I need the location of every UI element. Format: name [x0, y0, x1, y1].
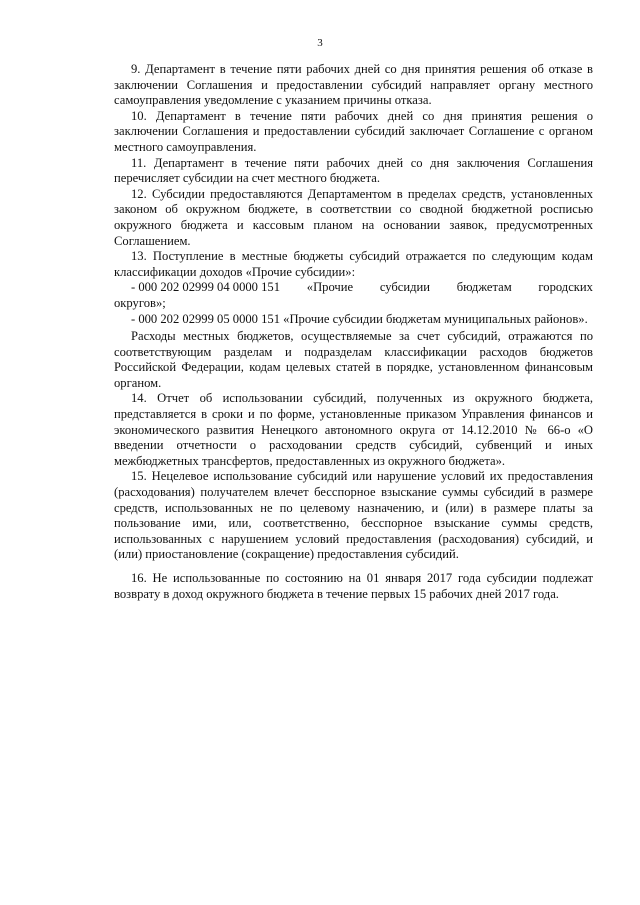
paragraph-13: 13. Поступление в местные бюджеты субсидий отражается по следующим кодам классификации доходов «Прочие субсидии»:	[114, 249, 593, 279]
paragraph-14: 14. Отчет об использовании субсидий, полученных из окружного бюджета, представляется в сроки и по форме, установленные приказом Управления финансов и экономического развития Ненецкого автономного округа от 14.12.2010 № 66-о «О введении отчетности о расходовании средств субсидий, субвенций и иных межбюджетных трансфертов, предоставленных из окружного бюджета».	[114, 391, 593, 468]
paragraph-9: 9. Департамент в течение пяти рабочих дней со дня принятия решения об отказе в заключении Соглашения и предоставлении субсидий направляет органу местного самоуправления уведомление с указанием причины отказа.	[114, 62, 593, 108]
income-code-1-word-3: бюджетам	[456, 280, 512, 295]
income-code-1-word-4: городских	[538, 280, 593, 295]
income-code-1-continuation: округов»;	[114, 295, 166, 310]
paragraph-10: 10. Департамент в течение пяти рабочих дней со дня принятия решения о заключении Соглашения и предоставлении субсидий заключает Соглашение с органом местного самоуправления.	[114, 108, 593, 154]
document-body	[114, 62, 593, 602]
paragraph-16: 16. Не использованные по состоянию на 01 января 2017 года субсидии подлежат возврату в доход окружного бюджета в течение первых 15 рабочих дней 2017 года.	[114, 571, 593, 601]
paragraph-12: 12. Субсидии предоставляются Департаментом в пределах средств, установленных законом об окружном бюджете, в соответствии со сводной бюджетной росписью окружного бюджета и кассовым планом на основании заявок, предусмотренных Соглашением.	[114, 186, 593, 248]
paragraph-15: 15. Нецелевое использование субсидий или нарушение условий их предоставления (расходования) получателем влечет бесспорное взыскание суммы субсидий в размере средств, использованных не по целевому назначению, и (или) в размере платы за пользование ими, или, соответственно, бесспорное взыскание суммы средств, использованных с нарушением условий предоставления (расходования) субсидий, и (или) приостановление (сокращение) предоставления субсидий.	[114, 469, 593, 562]
page-number: 3	[317, 37, 323, 49]
income-code-1-word-1: «Прочие	[306, 280, 354, 295]
paragraph-11: 11. Департамент в течение пяти рабочих дней со дня заключения Соглашения перечисляет субсидии на счет местного бюджета.	[114, 155, 593, 186]
income-code-1: - 000 202 02999 04 0000 151	[131, 280, 281, 295]
income-code-line-1	[114, 280, 593, 296]
paragraph-13-expenses: Расходы местных бюджетов, осуществляемые за счет субсидий, отражаются по соответствующим разделам и подразделам классификации расходов бюджетов Российской Федерации, кодам целевых статей в порядке, установленном финансовым органом.	[114, 329, 593, 390]
income-code-line-2: - 000 202 02999 05 0000 151 «Прочие субсидии бюджетам муниципальных районов».	[131, 311, 588, 326]
income-code-1-word-2: субсидии	[379, 280, 431, 295]
